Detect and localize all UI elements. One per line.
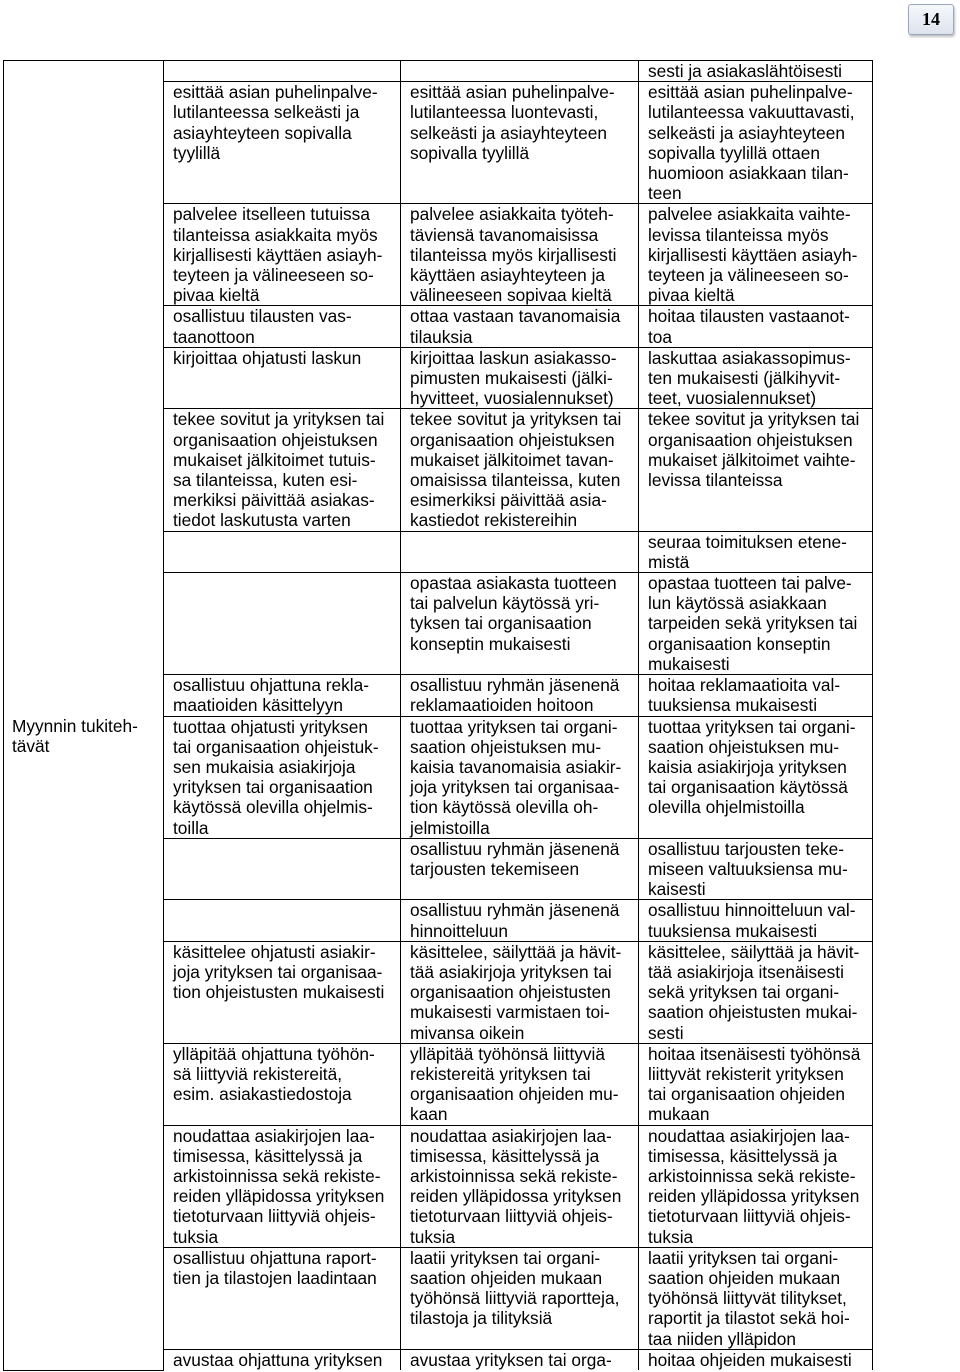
level-1-criteria-cell: kirjoittaa ohjatusti laskun (164, 347, 401, 409)
level-3-criteria-cell: tekee sovitut ja yrityksen tai organisaation ohjeistuksen mukaiset jälkitoimet vaihte- levissa tilanteissa (639, 409, 873, 531)
level-2-criteria-cell: osallistuu ryhmän jäsenenä tarjousten tekemiseen (401, 838, 639, 900)
level-3-criteria-cell: osallistuu tarjousten teke- miseen valtuuksiensa mu- kaisesti (639, 838, 873, 900)
level-3-criteria-cell: osallistuu hinnoitteluun val- tuuksiensa mukaisesti (639, 900, 873, 941)
level-3-criteria-cell: laatii yrityksen tai organi- saation ohjeiden mukaan työhönsä liittyvät tilitykset, raportit ja tilastot sekä hoi- taa niiden ylläpidon (639, 1247, 873, 1349)
level-3-criteria-cell: esittää asian puhelinpalve- lutilanteessa vakuuttavasti, selkeästi ja asiayhteyteen sopivalla tyylillä ottaen huomioon asiakkaan tilan- teen (639, 82, 873, 204)
level-1-criteria-cell (164, 900, 401, 941)
table-body (4, 61, 873, 1371)
level-1-criteria-cell (164, 838, 401, 900)
level-2-criteria-cell: laatii yrityksen tai organi- saation ohjeiden mukaan työhönsä liittyviä raportteja, tilastoja ja tilityksiä (401, 1247, 639, 1349)
level-2-criteria-cell (401, 531, 639, 572)
level-2-criteria-cell: ottaa vastaan tavanomaisia tilauksia (401, 306, 639, 347)
level-3-criteria-cell: hoitaa tilausten vastaanot- toa (639, 306, 873, 347)
assessment-criteria-table (3, 60, 873, 1371)
level-2-criteria-cell: noudattaa asiakirjojen laa- timisessa, käsittelyssä ja arkistoinnissa sekä rekiste- reiden ylläpidossa yrityksen tietoturvaan liittyviä ohjeis- tuksia (401, 1125, 639, 1247)
level-2-criteria-cell: palvelee asiakkaita työteh- täviensä tavanomaisissa tilanteissa myös kirjallisesti käyttäen asiayhteyteen ja välineeseen sopivaa kieltä (401, 204, 639, 306)
level-1-criteria-cell: avustaa ohjattuna yrityksen (164, 1349, 401, 1370)
level-3-criteria-cell: hoitaa itsenäisesti työhönsä liittyvät rekisterit yrityksen tai organisaation ohjeiden mukaan (639, 1043, 873, 1125)
level-1-criteria-cell (164, 531, 401, 572)
level-3-criteria-cell: tuottaa yrityksen tai organi- saation ohjeistuksen mu- kaisia asiakirjoja yrityksen tai organisaation käytössä olevilla ohjelmistoilla (639, 716, 873, 838)
level-1-criteria-cell: ylläpitää ohjattuna työhön- sä liittyviä rekistereitä, esim. asiakastiedostoja (164, 1043, 401, 1125)
level-1-criteria-cell: osallistuu tilausten vas- taanottoon (164, 306, 401, 347)
level-3-criteria-cell: seuraa toimituksen etene- mistä (639, 531, 873, 572)
table-row (4, 61, 873, 82)
level-2-criteria-cell: avustaa yrityksen tai orga- (401, 1349, 639, 1370)
level-2-criteria-cell: käsittelee, säilyttää ja hävit- tää asiakirjoja yrityksen tai organisaation ohjeistusten mukaisesti varmistaen toi- mivansa oikein (401, 941, 639, 1043)
level-3-criteria-cell: laskuttaa asiakassopimus- ten mukaisesti (jälkihyvit- teet, vuosialennukset) (639, 347, 873, 409)
level-1-criteria-cell: tuottaa ohjatusti yrityksen tai organisaation ohjeistuk- sen mukaisia asiakirjoja yrityksen tai organisaation käytössä olevilla ohjelmis- toilla (164, 716, 401, 838)
level-3-criteria-cell: hoitaa reklamaatioita val- tuuksiensa mukaisesti (639, 675, 873, 716)
level-1-criteria-cell (164, 573, 401, 675)
level-1-criteria-cell: palvelee itselleen tutuissa tilanteissa asiakkaita myös kirjallisesti käyttäen asiayh- teyteen ja välineeseen so- pivaa kieltä (164, 204, 401, 306)
level-2-criteria-cell: opastaa asiakasta tuotteen tai palvelun käytössä yri- tyksen tai organisaation konseptin mukaisesti (401, 573, 639, 675)
level-3-criteria-cell: sesti ja asiakaslähtöisesti (639, 61, 873, 82)
level-2-criteria-cell: tuottaa yrityksen tai organi- saation ohjeistuksen mu- kaisia tavanomaisia asiakir- joja yrityksen tai organisaa- tion käytössä olevilla oh- jelmistoilla (401, 716, 639, 838)
level-2-criteria-cell: osallistuu ryhmän jäsenenä reklamaatioiden hoitoon (401, 675, 639, 716)
level-3-criteria-cell: käsittelee, säilyttää ja hävit- tää asiakirjoja itsenäisesti sekä yrityksen tai organi- saation ohjeistusten mukai- sesti (639, 941, 873, 1043)
level-3-criteria-cell: hoitaa ohjeiden mukaisesti (639, 1349, 873, 1370)
level-1-criteria-cell (164, 61, 401, 82)
level-1-criteria-cell: osallistuu ohjattuna rekla- maatioiden käsittelyyn (164, 675, 401, 716)
level-3-criteria-cell: noudattaa asiakirjojen laa- timisessa, käsittelyssä ja arkistoinnissa sekä rekiste- reiden ylläpidossa yrityksen tietoturvaan liittyviä ohjeis- tuksia (639, 1125, 873, 1247)
level-1-criteria-cell: noudattaa asiakirjojen laa- timisessa, käsittelyssä ja arkistoinnissa sekä rekiste- reiden ylläpidossa yrityksen tietoturvaan liittyviä ohjeis- tuksia (164, 1125, 401, 1247)
level-1-criteria-cell: esittää asian puhelinpalve- lutilanteessa selkeästi ja asiayhteyteen sopivalla tyylillä (164, 82, 401, 204)
level-3-criteria-cell: opastaa tuotteen tai palve- lun käytössä asiakkaan tarpeiden sekä yrityksen tai organisaation konseptin mukaisesti (639, 573, 873, 675)
level-2-criteria-cell: osallistuu ryhmän jäsenenä hinnoitteluun (401, 900, 639, 941)
level-2-criteria-cell: tekee sovitut ja yrityksen tai organisaation ohjeistuksen mukaiset jälkitoimet tavan- omaisissa tilanteissa, kuten esimerkiksi päivittää asia- kastiedot rekistereihin (401, 409, 639, 531)
level-1-criteria-cell: käsittelee ohjatusti asiakir- joja yrityksen tai organisaa- tion ohjeistusten mukaisesti (164, 941, 401, 1043)
level-2-criteria-cell: kirjoittaa laskun asiakasso- pimusten mukaisesti (jälki- hyvitteet, vuosialennukset) (401, 347, 639, 409)
level-2-criteria-cell: ylläpitää työhönsä liittyviä rekistereitä yrityksen tai organisaation ohjeiden mu- kaan (401, 1043, 639, 1125)
section-label: Myynnin tukiteh- tävät (4, 61, 164, 1371)
page-number: 14 (908, 4, 954, 35)
level-3-criteria-cell: palvelee asiakkaita vaihte- levissa tilanteissa myös kirjallisesti käyttäen asiayh- teyteen ja välineeseen so- pivaa kieltä (639, 204, 873, 306)
level-1-criteria-cell: tekee sovitut ja yrityksen tai organisaation ohjeistuksen mukaiset jälkitoimet tutuis- sa tilanteissa, kuten esi- merkiksi päivittää asiakas- tiedot laskutusta varten (164, 409, 401, 531)
level-1-criteria-cell: osallistuu ohjattuna raport- tien ja tilastojen laadintaan (164, 1247, 401, 1349)
level-2-criteria-cell: esittää asian puhelinpalve- lutilanteessa luontevasti, selkeästi ja asiayhteyteen sopivalla tyylillä (401, 82, 639, 204)
level-2-criteria-cell (401, 61, 639, 82)
